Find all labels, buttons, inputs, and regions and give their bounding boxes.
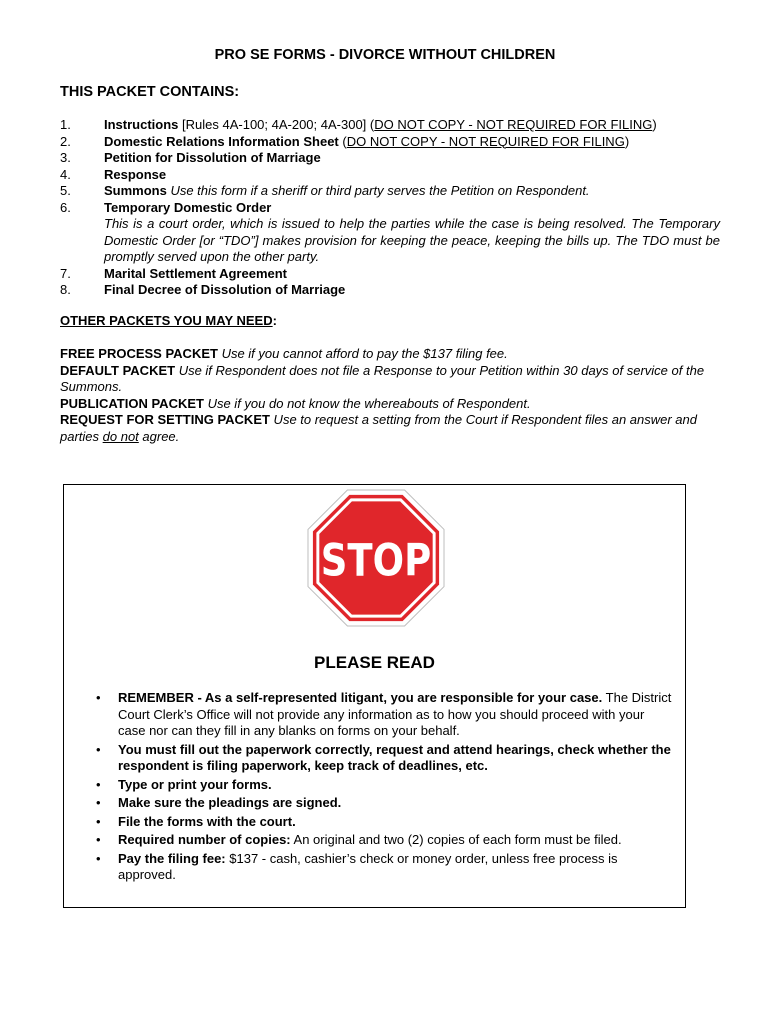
list-item: • REMEMBER - As a self-represented litigant, you are responsible for your case. The District Court Clerk’s Office will not provide any information as to how you should proceed with your case nor can they fill in any blanks on forms on your behalf. — [96, 690, 672, 738]
item-title: Response — [104, 166, 167, 182]
item-title: Instructions — [104, 117, 179, 132]
packet-description: Use if Respondent does not file a Response to your Petition within 30 days of service of the Summons. — [60, 362, 705, 394]
list-item — [60, 266, 720, 283]
notice-bullets — [94, 690, 674, 886]
item-title: Summons — [104, 183, 167, 198]
item-description: This is a court order, which is issued to help the parties while the case is being resolved. The Temporary Domestic Order [or “TDO”] makes provision for keeping the peace, keeping the bills up. The TDO must be promptly served upon the other party. — [104, 216, 720, 264]
bullet-icon: • — [96, 690, 101, 705]
list-item: • Make sure the pleadings are signed. — [96, 795, 342, 810]
packet-description: Use if you cannot afford to pay the $137 filing fee. — [217, 346, 508, 361]
please-read-heading: PLEASE READ — [314, 653, 435, 672]
packet-name: FREE PROCESS PACKET — [60, 346, 218, 361]
item-title: Petition for Dissolution of Marriage — [104, 150, 321, 165]
list-item: • Pay the filing fee: $137 - cash, cashier’s check or money order, unless free process is approved. — [96, 850, 618, 882]
bullet-icon: • — [96, 741, 101, 757]
stop-sign-icon — [307, 489, 445, 627]
item-number: 6. — [60, 199, 71, 215]
bullet-icon: • — [96, 813, 101, 829]
bullet-icon: • — [96, 795, 101, 810]
list-item: REQUEST FOR SETTING PACKET Use to request a setting from the Court if Respondent files an answer and parties do not agree. — [60, 412, 698, 444]
packet-contents-heading: THIS PACKET CONTAINS: — [60, 84, 240, 100]
item-note: DO NOT COPY - NOT REQUIRED FOR FILING — [346, 133, 625, 149]
item-title: Final Decree of Dissolution of Marriage — [104, 282, 346, 297]
packet-name: PUBLICATION PACKET — [60, 395, 204, 411]
page-title: PRO SE FORMS - DIVORCE WITHOUT CHILDREN — [214, 47, 556, 63]
list-item — [60, 167, 720, 184]
packet-contents-list — [60, 117, 720, 299]
list-item — [60, 150, 720, 167]
list-item — [60, 282, 720, 299]
list-item: 1. Instructions [Rules 4A-100; 4A-200; 4A-300] (DO NOT COPY - NOT REQUIRED FOR FILING) — [60, 117, 657, 132]
list-item — [60, 183, 720, 200]
item-rules: [Rules 4A-100; 4A-200; 4A-300] ( — [178, 117, 375, 132]
item-number: 1. — [60, 117, 71, 132]
notice-box — [63, 484, 686, 908]
item-number: 4. — [60, 166, 71, 182]
item-number: 7. — [60, 265, 71, 281]
list-item — [60, 200, 720, 266]
bullet-icon: • — [96, 832, 101, 847]
list-item — [60, 396, 715, 413]
item-number: 3. — [60, 150, 71, 165]
list-item: 2. Domestic Relations Information Sheet (DO NOT COPY - NOT REQUIRED FOR FILING) — [60, 133, 630, 149]
item-number: 5. — [60, 183, 71, 198]
packet-description: Use to request a setting from the Court if Respondent files an answer and parties — [60, 412, 698, 444]
item-description: Use this form if a sheriff or third party serves the Petition on Respondent. — [166, 183, 590, 198]
list-item — [60, 346, 715, 363]
other-packets-list — [60, 346, 715, 445]
packet-name: REQUEST FOR SETTING PACKET — [60, 412, 270, 427]
item-title: Domestic Relations Information Sheet — [104, 133, 339, 149]
packet-name: DEFAULT PACKET — [60, 362, 176, 378]
stop-sign-text: STOP — [320, 535, 432, 587]
list-item: • Required number of copies: An original and two (2) copies of each form must be filed. — [96, 832, 622, 847]
list-item: • Type or print your forms. — [96, 776, 272, 792]
item-title: Marital Settlement Agreement — [104, 265, 288, 281]
list-item: • You must fill out the paperwork correctly, request and attend hearings, check whether the respondent is filing paperwork, keep track of deadlines, etc. — [96, 741, 671, 773]
item-number: 8. — [60, 282, 71, 297]
other-packets-heading: OTHER PACKETS YOU MAY NEED: — [60, 313, 277, 328]
item-note: DO NOT COPY - NOT REQUIRED FOR FILING — [374, 117, 653, 132]
bullet-icon: • — [96, 850, 101, 866]
item-title: Temporary Domestic Order — [104, 199, 272, 215]
bullet-icon: • — [96, 776, 101, 792]
list-item: • File the forms with the court. — [96, 813, 296, 829]
packet-description: Use if you do not know the whereabouts of Respondent. — [203, 395, 531, 411]
item-number: 2. — [60, 133, 71, 149]
list-item — [60, 363, 715, 396]
